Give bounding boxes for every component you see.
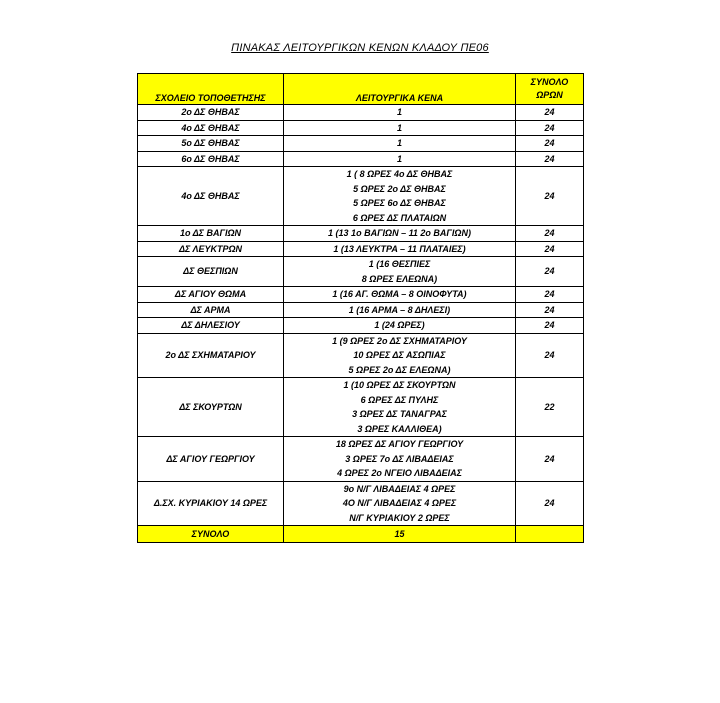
table-row (138, 287, 584, 303)
vacancy-line: 5 ΩΡΕΣ 6ο ΔΣ ΘΗΒΑΣ (353, 198, 446, 208)
table-row (138, 226, 584, 242)
vacancy-line: 4 ΩΡΕΣ 2ο ΝΓΕΙΟ ΛΙΒΑΔΕΙΑΣ (337, 468, 462, 478)
school-cell: 6ο ΔΣ ΘΗΒΑΣ (138, 151, 284, 167)
hours-cell: 22 (516, 378, 584, 437)
school-cell: 2ο ΔΣ ΣΧΗΜΑΤΑΡΙΟΥ (138, 333, 284, 378)
vacancies-cell (284, 318, 516, 334)
vacancies-cell (284, 167, 516, 226)
vacancies-cell (284, 136, 516, 152)
school-cell: ΔΣ ΑΓΙΟΥ ΘΩΜΑ (138, 287, 284, 303)
hours-cell: 24 (516, 318, 584, 334)
vacancy-line: 1 (396, 122, 402, 133)
vacancies-cell (284, 120, 516, 136)
vacancy-line: 3 ΩΡΕΣ 7ο ΔΣ ΛΙΒΑΔΕΙΑΣ (345, 453, 454, 464)
vacancy-line: 5 ΩΡΕΣ 2ο ΔΣ ΘΗΒΑΣ (353, 183, 446, 194)
hours-cell: 24 (516, 226, 584, 242)
table-row (138, 151, 584, 167)
total-row (138, 526, 584, 543)
total-value: 15 (284, 526, 516, 543)
school-cell: 4ο ΔΣ ΘΗΒΑΣ (138, 167, 284, 226)
vacancy-line: 9ο Ν/Γ ΛΙΒΑΔΕΙΑΣ 4 ΩΡΕΣ (343, 483, 456, 494)
header-hours (516, 74, 584, 105)
vacancy-line: 5 ΩΡΕΣ 2ο ΔΣ ΕΛΕΩΝΑ) (348, 364, 451, 375)
school-cell: 5ο ΔΣ ΘΗΒΑΣ (138, 136, 284, 152)
vacancy-line: 1 (13 1ο ΒΑΓΙΩΝ – 11 2ο ΒΑΓΙΩΝ) (328, 228, 471, 238)
school-cell: 1ο ΔΣ ΒΑΓΙΩΝ (138, 226, 284, 242)
vacancy-line: 1 (16 ΑΡΜΑ – 8 ΔΗΛΕΣΙ) (348, 304, 451, 315)
hours-cell: 24 (516, 151, 584, 167)
table-row (138, 318, 584, 334)
table-row (138, 378, 584, 437)
table-row (138, 481, 584, 526)
table-row (138, 167, 584, 226)
hours-cell: 24 (516, 257, 584, 287)
vacancy-line: 6 ΩΡΕΣ ΔΣ ΠΥΛΗΣ (360, 394, 439, 405)
vacancy-line: 1 (10 ΩΡΕΣ ΔΣ ΣΚΟΥΡΤΩΝ (343, 380, 456, 390)
header-vacancies: ΛΕΙΤΟΥΡΓΙΚΑ ΚΕΝΑ (284, 74, 516, 105)
vacancies-cell (284, 257, 516, 287)
hours-cell: 24 (516, 120, 584, 136)
total-hours (516, 526, 584, 543)
vacancies-cell (284, 151, 516, 167)
vacancy-line: 4Ο Ν/Γ ΛΙΒΑΔΕΙΑΣ 4 ΩΡΕΣ (342, 498, 457, 508)
vacancies-cell (284, 226, 516, 242)
total-label: ΣΥΝΟΛΟ (138, 526, 284, 543)
hours-cell: 24 (516, 333, 584, 378)
page-title: ΠΙΝΑΚΑΣ ΛΕΙΤΟΥΡΓΙΚΩΝ ΚΕΝΩΝ ΚΛΑΔΟΥ ΠΕ06 (231, 42, 489, 54)
vacancies-cell (284, 287, 516, 303)
school-cell: ΔΣ ΣΚΟΥΡΤΩΝ (138, 378, 284, 437)
table-row (138, 136, 584, 152)
vacancies-cell (284, 437, 516, 482)
vacancies-cell (284, 241, 516, 257)
vacancy-line: 1 (16 ΑΓ. ΘΩΜΑ – 8 ΟΙΝΟΦΥΤΑ) (332, 289, 467, 299)
school-cell: ΔΣ ΔΗΛΕΣΙΟΥ (138, 318, 284, 334)
vacancy-line: 1 (16 ΘΕΣΠΙΕΣ (368, 259, 431, 269)
header-hours-line: ΩΡΩΝ (536, 90, 563, 100)
vacancy-line: 1 (396, 138, 402, 148)
school-cell: ΔΣ ΑΓΙΟΥ ΓΕΩΡΓΙΟΥ (138, 437, 284, 482)
hours-cell: 24 (516, 136, 584, 152)
header-school: ΣΧΟΛΕΙΟ ΤΟΠΟΘΕΤΗΣΗΣ (138, 74, 284, 105)
vacancies-cell (284, 481, 516, 526)
vacancy-line: 1 (396, 153, 402, 164)
school-cell: 4ο ΔΣ ΘΗΒΑΣ (138, 120, 284, 136)
vacancy-line: 10 ΩΡΕΣ ΔΣ ΑΣΩΠΙΑΣ (353, 350, 446, 360)
vacancies-cell (284, 333, 516, 378)
vacancies-cell (284, 378, 516, 437)
hours-cell: 24 (516, 302, 584, 318)
vacancies-cell (284, 302, 516, 318)
school-cell: ΔΣ ΑΡΜΑ (138, 302, 284, 318)
table-row (138, 257, 584, 287)
vacancy-line: 6 ΩΡΕΣ ΔΣ ΠΛΑΤΑΙΩΝ (352, 212, 447, 223)
vacancy-line: 8 ΩΡΕΣ ΕΛΕΩΝΑ) (361, 273, 438, 284)
table-row (138, 120, 584, 136)
table-header-row (138, 74, 584, 105)
table-row (138, 302, 584, 318)
vacancy-line: 1 (13 ΛΕΥΚΤΡΑ – 11 ΠΛΑΤΑΙΕΣ) (333, 243, 466, 254)
school-cell: ΔΣ ΛΕΥΚΤΡΩΝ (138, 241, 284, 257)
vacancy-line: 1 (24 ΩΡΕΣ) (374, 320, 425, 330)
vacancy-line: 3 ΩΡΕΣ ΔΣ ΤΑΝΑΓΡΑΣ (352, 409, 447, 419)
table-row (138, 241, 584, 257)
vacancy-line: 1 (9 ΩΡΕΣ 2ο ΔΣ ΣΧΗΜΑΤΑΡΙΟΥ (332, 335, 467, 346)
vacancy-line: 1 ( 8 ΩΡΕΣ 4ο ΔΣ ΘΗΒΑΣ (346, 169, 453, 179)
vacancy-line: Ν/Γ ΚΥΡΙΑΚΙΟΥ 2 ΩΡΕΣ (349, 512, 450, 523)
table-row (138, 437, 584, 482)
hours-cell: 24 (516, 167, 584, 226)
hours-cell: 24 (516, 241, 584, 257)
header-hours-line: ΣΥΝΟΛΟ (530, 77, 569, 87)
vacancy-line: 18 ΩΡΕΣ ΔΣ ΑΓΙΟΥ ΓΕΩΡΓΙΟΥ (335, 439, 464, 449)
vacancies-table (137, 73, 584, 543)
hours-cell: 24 (516, 105, 584, 121)
school-cell: Δ.ΣΧ. ΚΥΡΙΑΚΙΟΥ 14 ΩΡΕΣ (138, 481, 284, 526)
school-cell: ΔΣ ΘΕΣΠΙΩΝ (138, 257, 284, 287)
vacancy-line: 1 (396, 107, 402, 117)
vacancies-cell (284, 105, 516, 121)
hours-cell: 24 (516, 437, 584, 482)
hours-cell: 24 (516, 287, 584, 303)
school-cell: 2ο ΔΣ ΘΗΒΑΣ (138, 105, 284, 121)
vacancy-line: 3 ΩΡΕΣ ΚΑΛΛΙΘΕΑ) (357, 423, 442, 434)
table-row (138, 105, 584, 121)
table-row (138, 333, 584, 378)
hours-cell: 24 (516, 481, 584, 526)
